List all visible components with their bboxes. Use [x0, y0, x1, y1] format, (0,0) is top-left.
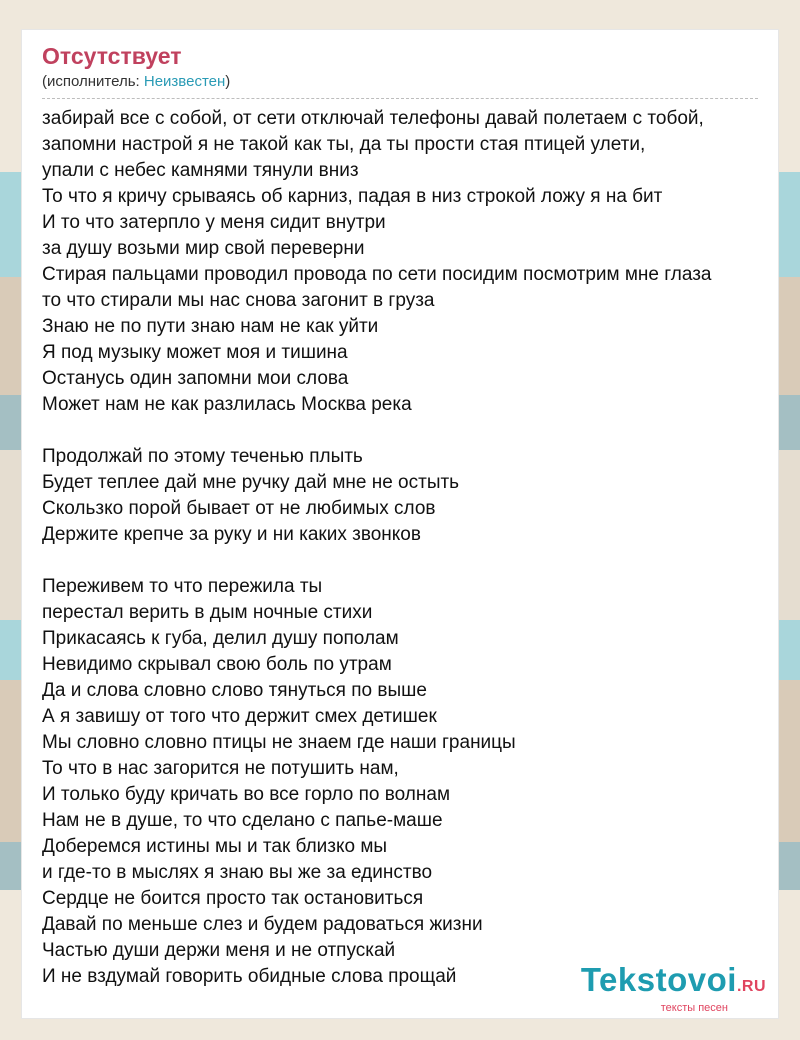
lyric-line: То что в нас загорится не потушить нам, [42, 758, 399, 779]
lyric-line: перестал верить в дым ночные стихи [42, 602, 373, 623]
lyric-line: Продолжай по этому теченью плыть [42, 446, 363, 467]
lyrics-body [42, 106, 758, 990]
artist-suffix: ) [225, 73, 231, 90]
lyric-line: Давай по меньше слез и будем радоваться жизни [42, 914, 483, 935]
lyric-line: Нам не в душе, то что сделано с папье-маше [42, 810, 443, 831]
verse-2 [42, 444, 758, 548]
lyric-line: запомни настрой я не такой как ты, да ты прости стая птицей улети, [42, 134, 646, 155]
verse-3 [42, 574, 758, 990]
divider [42, 98, 758, 99]
lyric-line: А я завишу от того что держит смех детишек [42, 706, 437, 727]
lyric-line: Я под музыку может моя и тишина [42, 342, 348, 363]
logo-main-text: Tekstovoi [580, 961, 737, 998]
logo-wordmark [581, 963, 766, 1004]
lyric-line: забирай все с собой, от сети отключай телефоны давай полетаем с тобой, [42, 108, 704, 129]
lyric-line: И не вздумай говорить обидные слова прощай [42, 966, 457, 987]
lyric-line: Останусь один запомни мои слова [42, 368, 349, 389]
lyric-line: Невидимо скрывал свою боль по утрам [42, 654, 392, 675]
lyric-line: Стирая пальцами проводил провода по сети посидим посмотрим мне глаза [42, 264, 712, 285]
lyric-line: Держите крепче за руку и ни каких звонков [42, 524, 421, 545]
lyric-line: Да и слова словно слово тянуться по выше [42, 680, 427, 701]
lyric-line: Доберемся истины мы и так близко мы [42, 836, 388, 857]
lyric-line: Мы словно словно птицы не знаем где наши границы [42, 732, 516, 753]
lyric-line: То что я кричу срываясь об карниз, падая в низ строкой ложу я на бит [42, 186, 663, 207]
lyric-line: то что стирали мы нас снова загонит в груза [42, 290, 435, 311]
lyric-line: Может нам не как разлилась Москва река [42, 394, 412, 415]
stanza-gap [42, 418, 758, 444]
verse-1 [42, 106, 758, 418]
lyric-line: И только буду кричать во все горло по волнам [42, 784, 451, 805]
lyrics-card [22, 30, 778, 1018]
lyric-line: Частью души держи меня и не отпускай [42, 940, 396, 961]
stanza-gap [42, 548, 758, 574]
lyric-line: и где-то в мыслях я знаю вы же за единство [42, 862, 433, 883]
artist-line [42, 72, 758, 92]
lyric-line: И то что затерпло у меня сидит внутри [42, 212, 386, 233]
song-title: Отсутствует [42, 43, 182, 69]
lyric-line: Прикасаясь к губа, делил душу пополам [42, 628, 399, 649]
lyric-line: Переживем то что пережила ты [42, 576, 323, 597]
lyric-line: Будет теплее дай мне ручку дай мне не остыть [42, 472, 460, 493]
lyric-line: Сердце не боится просто так остановиться [42, 888, 424, 909]
lyric-line: Знаю не по пути знаю нам не как уйти [42, 316, 379, 337]
artist-prefix: (исполнитель: [42, 73, 144, 90]
lyric-line: упали с небес камнями тянули вниз [42, 160, 359, 181]
logo-subtitle: тексты песен [660, 1002, 728, 1014]
artist-link[interactable]: Неизвестен [143, 73, 226, 90]
site-logo[interactable] [581, 963, 766, 1014]
lyric-line: за душу возьми мир свой переверни [42, 238, 365, 259]
logo-tld: .RU [736, 978, 766, 995]
lyric-line: Скользко порой бывает от не любимых слов [42, 498, 436, 519]
